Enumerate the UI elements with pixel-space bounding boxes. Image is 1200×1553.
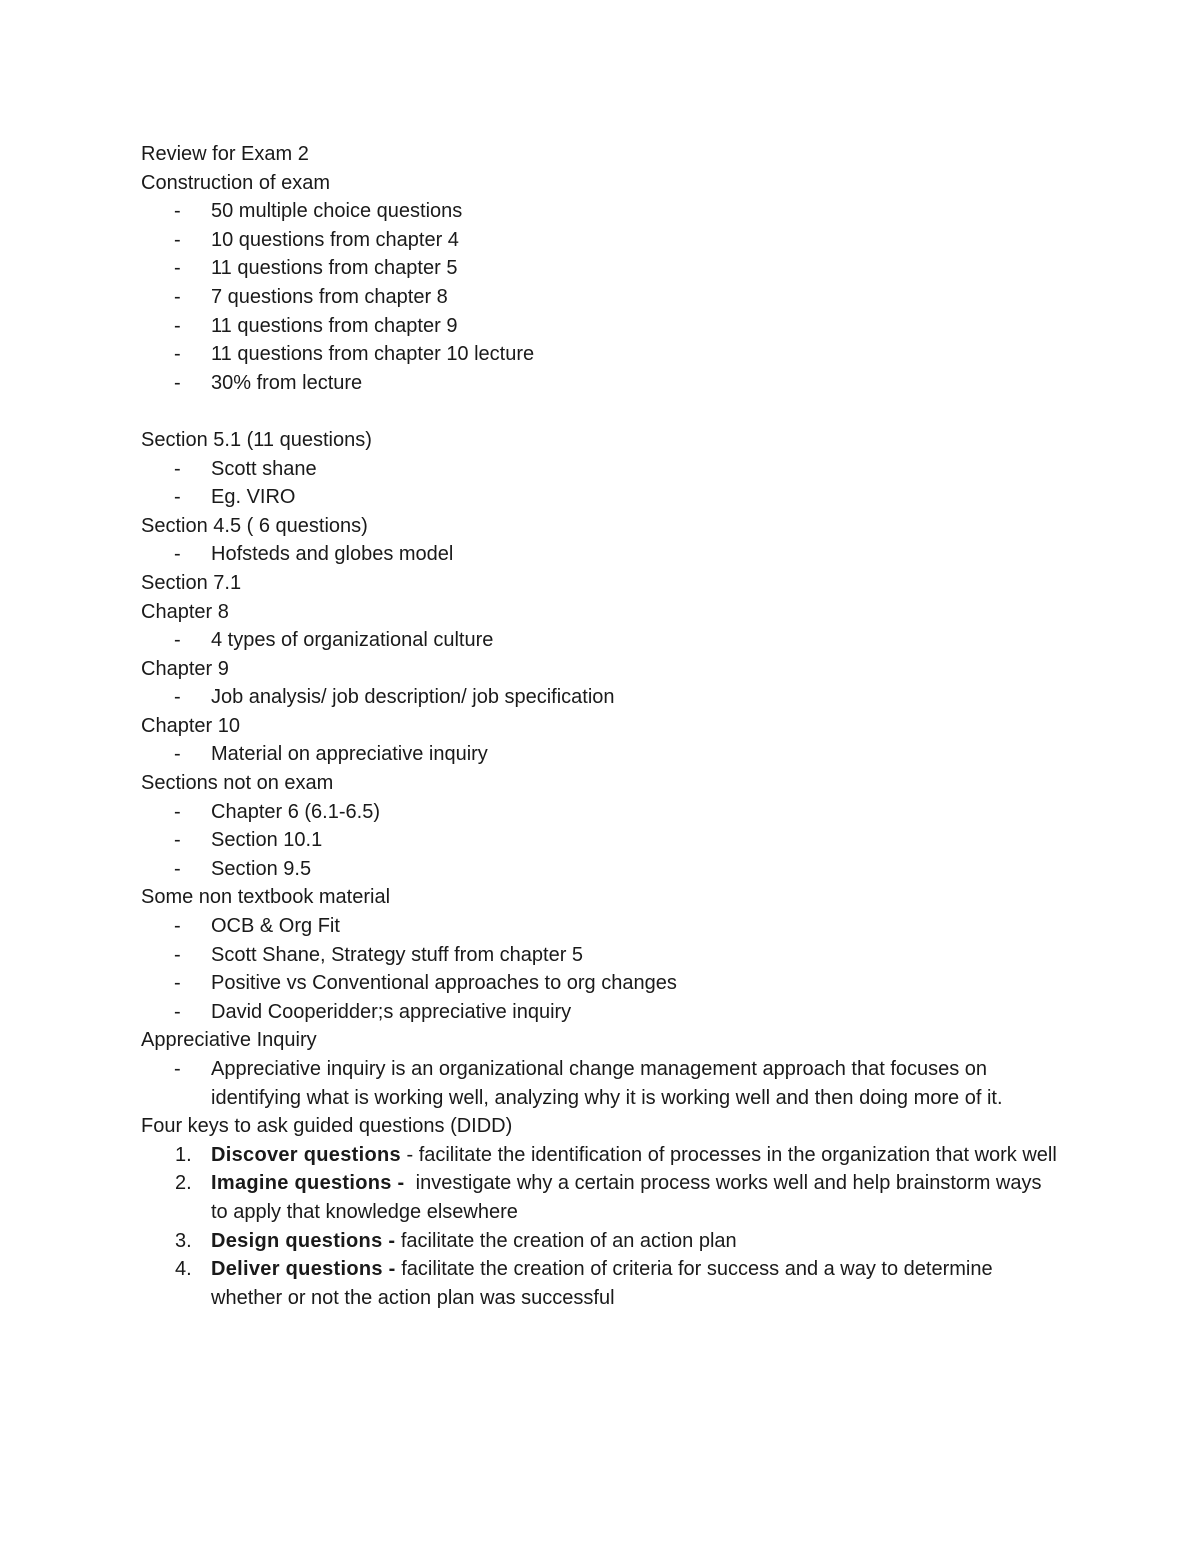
document-body [141,140,1061,1312]
bullet-dash: - [174,314,181,337]
list-item: - Positive vs Conventional approaches to org changes [141,969,1061,998]
bullet-dash: - [174,743,181,766]
list-item: - 11 questions from chapter 5 [141,254,1061,283]
construction-list [141,197,1061,397]
list-item: - Hofsteds and globes model [141,540,1061,569]
list-item: - Section 10.1 [141,826,1061,855]
chapter-10-heading: Chapter 10 [141,714,240,737]
non-textbook-heading: Some non textbook material [141,886,391,909]
section-7-1-heading: Section 7.1 [141,571,242,594]
list-item: - 7 questions from chapter 8 [141,283,1061,312]
numbered-item: 1. Discover questions - facilitate the identification of processes in the organization that work well [141,1141,1061,1170]
item-number: 4. [175,1258,192,1281]
item-description: facilitate the identification of processes in the organization that work well [418,1143,1057,1166]
appreciative-inquiry-heading: Appreciative Inquiry [141,1029,317,1052]
list-item: - Scott shane [141,455,1061,484]
bullet-dash: - [174,486,181,509]
list-item: - Job analysis/ job description/ job specification [141,683,1061,712]
bullet-dash: - [174,686,181,709]
list-item: - 10 questions from chapter 4 [141,226,1061,255]
bullet-dash: - [174,257,181,280]
bullet-dash: - [174,943,181,966]
bullet-dash: - [174,200,181,223]
bullet-dash: - [174,371,181,394]
bullet-dash: - [174,629,181,652]
bullet-dash: - [174,228,181,251]
chapter-9-heading: Chapter 9 [141,657,229,680]
bullet-dash: - [174,800,181,823]
bullet-dash: - [174,829,181,852]
list-item: - Chapter 6 (6.1-6.5) [141,798,1061,827]
list-item: - 50 multiple choice questions [141,197,1061,226]
item-term: Discover questions [211,1143,401,1166]
chapter-8-heading: Chapter 8 [141,600,229,623]
list-item: - 11 questions from chapter 9 [141,312,1061,341]
construction-heading: Construction of exam [141,171,330,194]
item-number: 1. [175,1143,192,1166]
bullet-dash: - [174,1058,181,1080]
list-item: - Appreciative inquiry is an organizational change management approach that focuses on identifying what is working well, analyzing why it is working well and then doing more of it. [141,1055,1061,1112]
item-term: Deliver questions - [211,1258,396,1281]
list-item: - 11 questions from chapter 10 lecture [141,340,1061,369]
section-4-5-heading: Section 4.5 ( 6 questions) [141,514,368,537]
bullet-dash: - [174,457,181,480]
list-item: - Material on appreciative inquiry [141,740,1061,769]
numbered-item [141,1227,1061,1256]
bullet-dash: - [174,543,181,566]
item-term: Design questions - [211,1229,396,1252]
item-number: 2. [175,1172,192,1195]
bullet-dash: - [174,343,181,366]
bullet-dash: - [174,915,181,938]
item-description: investigate why a certain process works well and help brainstorm ways to apply that knowledge elsewhere [211,1172,1042,1223]
spacer [141,397,1061,426]
item-description: facilitate the creation of criteria for success and a way to determine whether or not the action plan was successful [211,1258,993,1309]
not-on-exam-heading: Sections not on exam [141,772,334,795]
list-item: - David Cooperidder;s appreciative inquiry [141,998,1061,1027]
four-keys-heading: Four keys to ask guided questions (DIDD) [141,1115,513,1138]
list-item: - 4 types of organizational culture [141,626,1061,655]
numbered-item [141,1169,1061,1226]
list-item: - 30% from lecture [141,369,1061,398]
bullet-dash: - [174,972,181,995]
bullet-dash: - [174,1000,181,1023]
doc-title: Review for Exam 2 [141,143,309,165]
item-number: 3. [175,1229,192,1252]
item-description: facilitate the creation of an action plan [400,1229,737,1252]
list-item: - Scott Shane, Strategy stuff from chapter 5 [141,941,1061,970]
list-item: - Eg. VIRO [141,483,1061,512]
list-item: - OCB & Org Fit [141,912,1061,941]
section-5-1-heading: Section 5.1 (11 questions) [141,428,372,451]
numbered-item [141,1255,1061,1312]
item-term: Imagine questions - [211,1172,405,1195]
bullet-dash: - [174,285,181,308]
list-item: - Section 9.5 [141,855,1061,884]
bullet-dash: - [174,857,181,880]
